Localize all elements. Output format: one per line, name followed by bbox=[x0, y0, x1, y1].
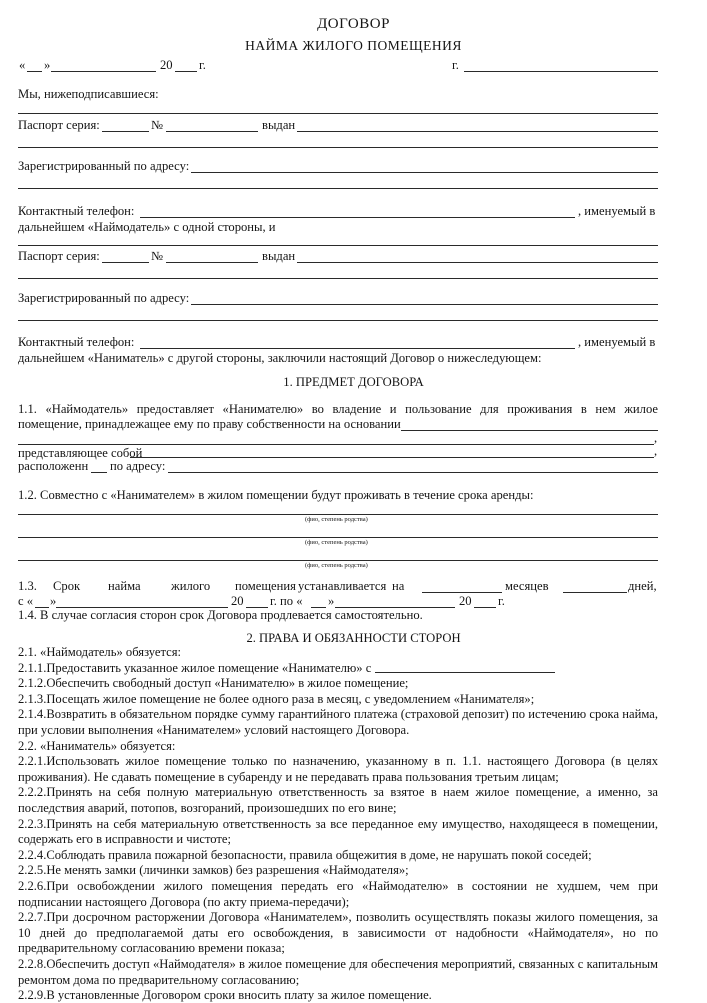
date-day-field[interactable] bbox=[27, 71, 42, 72]
landlord-passport-series-field[interactable] bbox=[102, 131, 149, 132]
tenant-issued-field-2[interactable] bbox=[18, 278, 658, 279]
tenant-issued-field[interactable] bbox=[297, 262, 658, 263]
document-subtitle: НАЙМА ЖИЛОГО ПОМЕЩЕНИЯ bbox=[245, 38, 462, 53]
clause-1-4: 1.4. В случае согласия сторон срок Договора продлевается самостоятельно. bbox=[18, 608, 423, 622]
section2-line: 2.1.3.Посещать жилое помещение не более одного раза в месяц, с уведомлением «Нанимателя»; bbox=[18, 691, 535, 706]
resident-3-caption: (фио, степень родства) bbox=[305, 562, 368, 569]
tenant-name-field[interactable] bbox=[18, 245, 658, 246]
clause-1-3-word-3: жилого bbox=[171, 579, 211, 593]
clause-1-3-word-4: помещения bbox=[235, 579, 296, 593]
landlord-issued-field-2[interactable] bbox=[18, 147, 658, 148]
date-close-quote: » bbox=[44, 58, 51, 72]
landlord-phone-field[interactable] bbox=[140, 217, 575, 218]
tenant-phone-label: Контактный телефон: bbox=[18, 335, 135, 349]
term-to-year-field[interactable] bbox=[474, 607, 496, 608]
representing-field[interactable] bbox=[130, 457, 654, 458]
section2-line: 10 дней до предполагаемой даты его освобождения, в зависимости от надобности «Наймодателя», но по bbox=[18, 925, 658, 940]
date-open-quote: « bbox=[19, 58, 26, 72]
ownership-basis-field[interactable] bbox=[401, 430, 658, 431]
representing-comma: , bbox=[654, 444, 658, 458]
landlord-address-field-2[interactable] bbox=[18, 188, 658, 189]
term-to-quote: » bbox=[328, 594, 335, 608]
term-from-year-prefix: 20 bbox=[231, 594, 244, 608]
clause-1-3-label: 1.3. bbox=[18, 579, 37, 593]
located-label: расположенн bbox=[18, 459, 89, 473]
section2-line: 2.1.4.Возвратить в обязательном порядке сумму гарантийного платежа (страховой депозит) по истечению срока найма, bbox=[18, 707, 658, 722]
section2-line: содержать его в исправности и чистоте; bbox=[18, 832, 232, 847]
city-prefix: г. bbox=[452, 58, 459, 72]
clause-1-3-word-1: Срок bbox=[53, 579, 81, 593]
section2-line: 2.2.1.Использовать жилое помещение только по назначению, указанному в п. 1.1. настоящего Договора (в целях bbox=[18, 754, 658, 769]
resident-3-field[interactable] bbox=[18, 560, 658, 561]
resident-1-caption: (фио, степень родства) bbox=[305, 516, 368, 523]
tenant-address-field-2[interactable] bbox=[18, 320, 658, 321]
ownership-basis-comma: , bbox=[654, 431, 658, 445]
date-month-field[interactable] bbox=[51, 71, 156, 72]
days-label: дней, bbox=[628, 579, 657, 593]
clause-1-3-word-6: на bbox=[392, 579, 405, 593]
section1-heading: 1. ПРЕДМЕТ ДОГОВОРА bbox=[283, 375, 424, 389]
months-label: месяцев bbox=[505, 579, 549, 593]
clause-1-3-word-2: найма bbox=[108, 579, 141, 593]
section2-line: 2.2.6.При освобождении жилого помещения передать его «Наймодателю» в состоянии не худшем, чем при bbox=[18, 879, 658, 893]
term-to-year-suffix: г. bbox=[498, 594, 505, 608]
landlord-issued-label: выдан bbox=[262, 118, 296, 132]
landlord-passport-number-label: № bbox=[151, 118, 164, 132]
clause-1-1-line1: 1.1. «Наймодатель» предоставляет «Нанимателю» во владение и пользование для проживания в нем жилое bbox=[18, 402, 658, 416]
section2-line: предварительному согласованию времени показа; bbox=[18, 941, 285, 956]
clause-1-2: 1.2. Совместно с «Нанимателем» в жилом помещении будут проживать в течение срока аренды: bbox=[18, 488, 534, 502]
landlord-name-field[interactable] bbox=[18, 113, 658, 114]
tenant-named-suffix: , именуемый в bbox=[578, 335, 656, 349]
handover-date-field[interactable] bbox=[375, 672, 555, 673]
located-address-label: по адресу: bbox=[110, 459, 166, 473]
section2-line: 2.2.4.Соблюдать правила пожарной безопасности, правила общежития в доме, не нарушать покой соседей; bbox=[18, 847, 592, 862]
term-to-label: г. по « bbox=[270, 594, 303, 608]
term-months-field[interactable] bbox=[422, 592, 502, 593]
landlord-phone-label: Контактный телефон: bbox=[18, 204, 135, 218]
resident-2-caption: (фио, степень родства) bbox=[305, 539, 368, 546]
tenant-role-line: дальнейшем «Наниматель» с другой стороны, заключили настоящий Договор о нижеследующем: bbox=[18, 351, 542, 365]
date-year-prefix: 20 bbox=[160, 58, 173, 72]
section2-line: последствия аварий, потопов, возгораний, произошедших по его вине; bbox=[18, 801, 397, 815]
city-field[interactable] bbox=[464, 71, 658, 72]
section2-line: при условии выполнения «Нанимателем» условий настоящего Договора. bbox=[18, 723, 410, 737]
section2-line: ремонтом дома по предварительному согласованию; bbox=[18, 972, 300, 987]
term-from-quote: » bbox=[50, 594, 57, 608]
section2-line: 2.2.8.Обеспечить доступ «Наймодателя» в жилое помещение для обеспечения мероприятий, связанных с капитальным bbox=[18, 957, 658, 971]
section2-line: 2.2.7.При досрочном расторжении Договора «Нанимателем», позволить осуществлять показы жилого помещения, за bbox=[18, 910, 658, 925]
tenant-passport-number-field[interactable] bbox=[166, 262, 258, 263]
section2-line: 2.2.9.В установленные Договором сроки вносить плату за жилое помещение. bbox=[18, 988, 432, 1003]
clause-1-1-line2: помещение, принадлежащее ему по праву собственности на основании bbox=[18, 417, 401, 431]
section2-line: подписании настоящего Договора (по акту приема-передачи); bbox=[18, 894, 350, 909]
section2-line: 2.1. «Наймодатель» обязуется: bbox=[18, 645, 182, 659]
date-year-field[interactable] bbox=[175, 71, 197, 72]
clause-1-3-word-5: устанавливается bbox=[298, 579, 387, 593]
term-days-field[interactable] bbox=[563, 592, 627, 593]
landlord-passport-number-field[interactable] bbox=[166, 131, 258, 132]
section2-line: 2.2.2.Принять на себя полную материальную ответственность за взятое в наем жилое помещение, а именно, за bbox=[18, 785, 658, 800]
term-from-label: с « bbox=[18, 594, 34, 608]
landlord-address-field[interactable] bbox=[191, 172, 658, 173]
resident-2-field[interactable] bbox=[18, 537, 658, 538]
tenant-phone-field[interactable] bbox=[140, 348, 575, 349]
section2-line: 2.1.2.Обеспечить свободный доступ «Нанимателю» в жилое помещение; bbox=[18, 676, 409, 691]
section2-line: 2.2. «Наниматель» обязуется: bbox=[18, 738, 176, 753]
landlord-issued-field[interactable] bbox=[297, 131, 658, 132]
tenant-registered-label: Зарегистрированный по адресу: bbox=[18, 291, 190, 305]
landlord-passport-series-label: Паспорт серия: bbox=[18, 118, 100, 132]
tenant-passport-number-label: № bbox=[151, 249, 164, 263]
parties-intro: Мы, нижеподписавшиеся: bbox=[18, 87, 159, 101]
document-title: ДОГОВОР bbox=[317, 16, 390, 32]
date-year-suffix: г. bbox=[199, 58, 206, 72]
landlord-registered-label: Зарегистрированный по адресу: bbox=[18, 159, 190, 173]
tenant-address-field[interactable] bbox=[191, 304, 658, 305]
tenant-passport-series-field[interactable] bbox=[102, 262, 149, 263]
located-ending-field[interactable] bbox=[91, 472, 107, 473]
section2-line: 2.2.5.Не менять замки (личинки замков) без разрешения «Наймодателя»; bbox=[18, 863, 409, 878]
landlord-role-line: дальнейшем «Наймодатель» с одной стороны, и bbox=[18, 220, 276, 234]
representing-label: представляющее собой bbox=[18, 446, 143, 460]
tenant-passport-series-label: Паспорт серия: bbox=[18, 249, 100, 263]
tenant-issued-label: выдан bbox=[262, 249, 296, 263]
section2-heading: 2. ПРАВА И ОБЯЗАННОСТИ СТОРОН bbox=[246, 631, 461, 645]
ownership-basis-field-2[interactable] bbox=[18, 444, 654, 445]
resident-1-field[interactable] bbox=[18, 514, 658, 515]
landlord-named-suffix: , именуемый в bbox=[578, 204, 656, 218]
section2-line: 2.2.3.Принять на себя материальную ответственность за все переданное ему имущество, находящееся в помещении, bbox=[18, 816, 658, 831]
object-address-field[interactable] bbox=[168, 472, 658, 473]
section2-line: 2.1.1.Предоставить указанное жилое помещение «Нанимателю» с bbox=[18, 660, 372, 675]
section2-line: проживания). Не сдавать помещение в субаренду и не передавать права пользования третьим лицам; bbox=[18, 769, 559, 784]
term-to-year-prefix: 20 bbox=[459, 594, 472, 608]
